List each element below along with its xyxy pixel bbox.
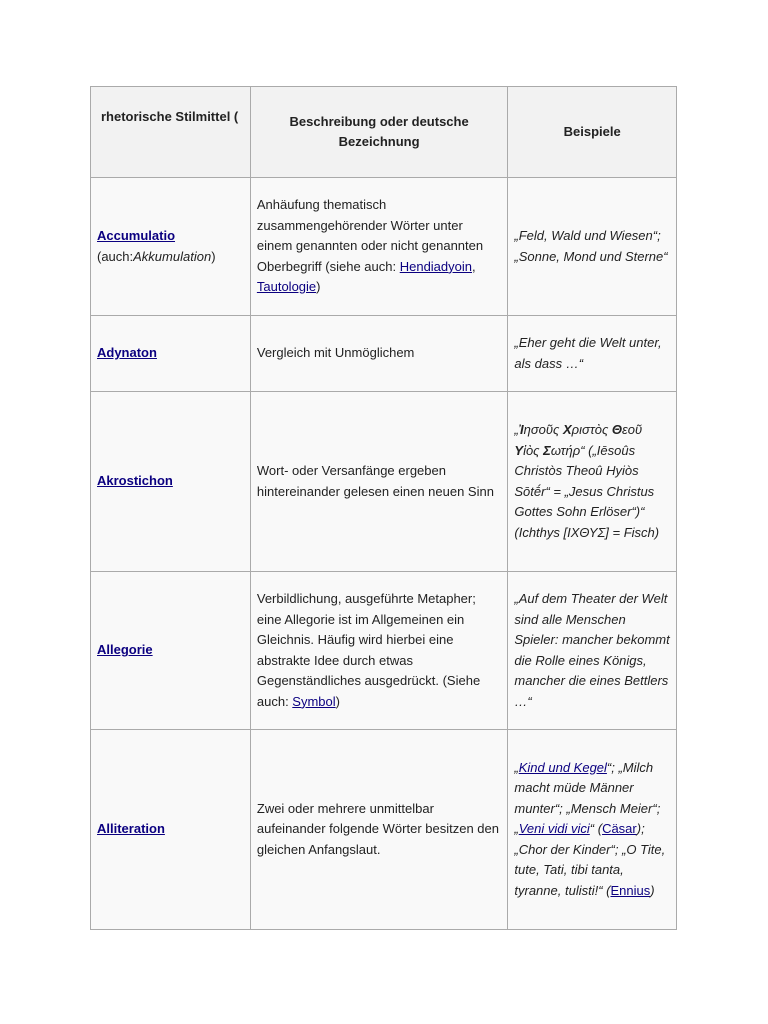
term-cell (91, 392, 251, 572)
desc-sep: , (472, 258, 476, 274)
ex-greek-1: ησοῦς (523, 422, 563, 437)
ex-letter-s: Σ (543, 442, 551, 458)
link-kind-und-kegel[interactable]: Kind und Kegel (518, 759, 607, 775)
table-row (91, 316, 677, 392)
term-note-end: ) (211, 248, 216, 264)
link-hendiadyoin[interactable]: Hendiadyoin (399, 258, 472, 274)
term-link-akrostichon[interactable]: Akrostichon (97, 473, 173, 489)
ex-greek-5: ωτήρ (550, 442, 581, 458)
table-row (91, 572, 677, 730)
header-stilmittel: rhetorische Stilmittel ( (91, 87, 251, 178)
ex-part-4: ) (650, 882, 655, 898)
table-row (91, 730, 677, 930)
term-note: (auch: (97, 248, 134, 264)
example-cell: „Feld, Wald und Wiesen“; „Sonne, Mond und Sterne“ (508, 178, 677, 316)
stilmittel-table (90, 86, 677, 930)
ex-letter-th: Θ (611, 422, 622, 437)
link-caesar[interactable]: Cäsar (602, 821, 637, 837)
desc-cell: Vergleich mit Unmöglichem (250, 316, 508, 392)
ex-letter-i: Ἰ (518, 422, 524, 437)
ex-greek-3: εοῦ (622, 422, 643, 437)
desc-end: ) (316, 279, 321, 295)
term-cell (91, 316, 251, 392)
header-beschreibung: Beschreibung oder deutsche Bezeichnung (250, 87, 508, 178)
table-row (91, 392, 677, 572)
term-cell (91, 730, 251, 930)
term-cell (91, 572, 251, 730)
example-cell (508, 730, 677, 930)
desc-text: Verbildlichung, ausgeführte Metapher; eine Allegorie ist im Allgemeinen ein Gleichnis. Häufig wird hierbei eine abstrakte Idee durch etwas Gegenständliches ausgedrückt. (Siehe auch: (256, 591, 481, 709)
ex-part-2: “ ( (589, 821, 603, 837)
link-tautologie[interactable]: Tautologie (256, 279, 317, 295)
link-veni-vidi-vici[interactable]: Veni vidi vici (518, 821, 590, 837)
desc-end: ) (335, 693, 340, 709)
ex-letter-ch: Χ (563, 422, 572, 437)
example-cell (508, 392, 677, 572)
desc-cell: Zwei oder mehrere unmittelbar aufeinander folgende Wörter besitzen den gleichen Anfangslaut. (250, 730, 508, 930)
ex-greek-2: ριστὸς (571, 422, 612, 437)
term-cell (91, 178, 251, 316)
term-alt: Akkumulation (133, 248, 212, 264)
term-link-adynaton[interactable]: Adynaton (97, 345, 157, 361)
header-beispiele: Beispiele (508, 87, 677, 178)
term-link-accumulatio[interactable]: Accumulatio (97, 228, 176, 243)
ex-part-1: “; „Milch macht müde Männer munter“; „Mensch Meier“; „ (514, 759, 661, 837)
example-cell: „Auf dem Theater der Welt sind alle Menschen Spieler: mancher bekommt die Rolle eines Königs, mancher die eines Bettlers …“ (508, 572, 677, 730)
example-cell: „Eher geht die Welt unter, als dass …“ (508, 316, 677, 392)
ex-quote: „ (514, 759, 519, 775)
ex-greek-4: ἱὸς (523, 442, 544, 458)
ex-quote: „ (514, 422, 519, 437)
desc-text: Anhäufung thematisch zusammengehörender Wörter unter einem genannten oder nicht genannten Oberbegriff (siehe auch: (256, 197, 484, 274)
table-row (91, 178, 677, 316)
link-ennius[interactable]: Ennius (610, 882, 651, 898)
desc-cell (250, 572, 508, 730)
desc-cell (250, 178, 508, 316)
ex-rest: “ („Iēsoûs Christòs Theoû Hyiòs Sōtḗr“ = „Jesus Christus Gottes Sohn Erlöser“)“ (Ichthys [ΙΧΘΥΣ] = Fisch) (514, 442, 660, 540)
link-symbol[interactable]: Symbol (292, 693, 336, 709)
term-link-alliteration[interactable]: Alliteration (97, 821, 165, 837)
ex-part-3: ); „Chor der Kinder“; „O Tite, tute, Tati, tibi tanta, tyranne, tulisti!“ ( (514, 821, 666, 898)
header-row (91, 87, 677, 178)
desc-cell: Wort- oder Versanfänge ergeben hintereinander gelesen einen neuen Sinn (250, 392, 508, 572)
ex-letter-y: Υ (514, 442, 524, 458)
term-link-allegorie[interactable]: Allegorie (97, 642, 153, 658)
